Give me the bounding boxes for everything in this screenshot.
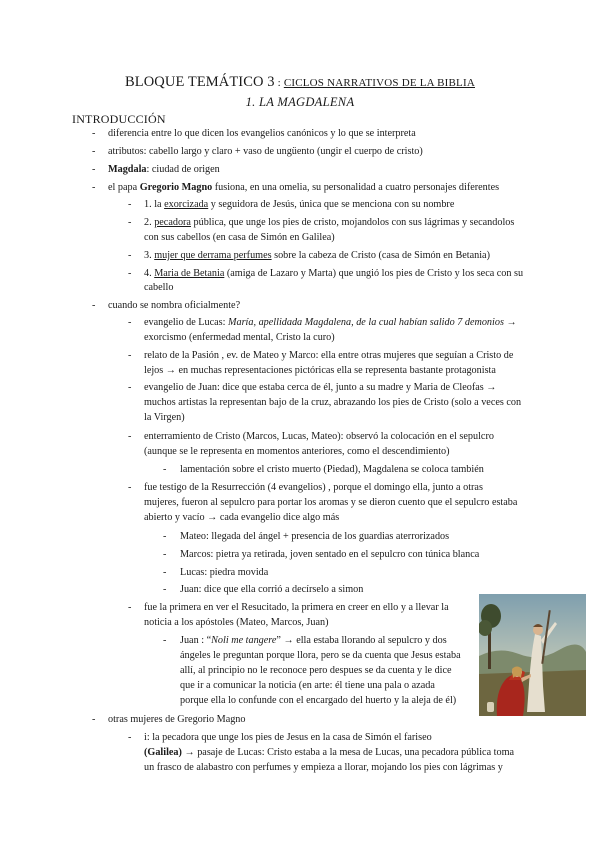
bullet-dash: -	[163, 549, 167, 560]
list-item	[144, 249, 490, 263]
bullet-dash: -	[128, 382, 132, 393]
bullet-dash: -	[128, 431, 132, 442]
text-run: : ciudad de origen	[146, 164, 220, 175]
bullet-dash: -	[163, 464, 167, 475]
bullet-dash: -	[128, 199, 132, 210]
list-item-continuation	[144, 746, 514, 760]
text-run: evangelio de Lucas:	[144, 317, 229, 328]
text-run: 2.	[144, 217, 155, 228]
bullet-dash: -	[163, 584, 167, 595]
underlined-term: exorcizada	[164, 199, 209, 210]
list-item: atributos: cabello largo y claro + vaso de ungüento (ungir el cuerpo de cristo)	[108, 146, 423, 157]
title-main: BLOQUE TEMÁTICO 3	[125, 74, 275, 90]
underlined-term: pecadora	[154, 217, 191, 228]
list-item-continuation: (aunque se le representa en momentos anteriores, como el descendimiento)	[144, 446, 450, 457]
bullet-dash: -	[92, 146, 96, 157]
bullet-dash: -	[163, 531, 167, 542]
bold-term: Gregorio Magno	[139, 182, 213, 193]
list-item	[108, 181, 499, 195]
bullet-dash: -	[92, 182, 96, 193]
text-run: 1. la	[144, 199, 165, 210]
bullet-dash: -	[92, 300, 96, 311]
text-run: (amiga de Lazaro y Marta) que ungió los pies de Cristo y los seca con su	[224, 268, 524, 279]
list-item: otras mujeres de Gregorio Magno	[108, 714, 246, 725]
list-item-continuation: abierto y vacío → cada evangelio dice algo más	[144, 512, 340, 523]
bullet-dash: -	[128, 317, 132, 328]
bullet-dash: -	[163, 567, 167, 578]
list-item: Juan: dice que ella corrió a decírselo a simon	[180, 584, 364, 595]
list-item-continuation: ángeles le preguntan porque llora, pero se da cuenta que Jesus estaba	[180, 650, 461, 661]
bullet-dash: -	[92, 164, 96, 175]
text-run: →	[503, 317, 517, 328]
list-item-continuation: allí, al principio no le reconoce pero despues se da cuenta y le dice	[180, 665, 452, 676]
title-sub: CICLOS NARRATIVOS DE LA BIBLIA	[283, 77, 475, 89]
list-item: i: la pecadora que unge los pies de Jesus en la casa de Simón el fariseo	[144, 732, 432, 743]
bullet-dash: -	[128, 482, 132, 493]
list-item	[144, 198, 454, 212]
text-run: fusiona, en una omelia, su personalidad a cuatro personajes diferentes	[212, 182, 500, 193]
text-run: 4.	[144, 268, 155, 279]
list-item	[144, 216, 514, 230]
list-item-continuation: noticia a los apóstoles (Mateo, Marcos, Juan)	[144, 617, 329, 628]
text-run: 3.	[144, 250, 155, 261]
list-item-continuation: lejos → en muchas representaciones pictóricas ella se representa bastante protagonista	[144, 365, 496, 376]
text-run: pública, que unge los pies de cristo, mojandolos con sus lágrimas y secandolos	[190, 217, 515, 228]
bullet-dash: -	[128, 602, 132, 613]
list-item: lamentación sobre el cristo muerto (Piedad), Magdalena se coloca también	[180, 464, 484, 475]
list-item: Marcos: pietra ya retirada, joven sentado en el sepulcro con túnica blanca	[180, 549, 480, 560]
list-item	[144, 316, 517, 330]
noli-me-tangere-painting	[479, 594, 586, 716]
list-item: cuando se nombra oficialmente?	[108, 300, 241, 311]
list-item: fue la primera en ver el Resucitado, la primera en creer en ello y a llevar la	[144, 602, 449, 613]
text-run: el papa	[108, 182, 140, 193]
list-item-continuation: la Virgen)	[144, 412, 185, 423]
bullet-dash: -	[128, 268, 132, 279]
list-item-continuation: muchos artistas la representan bajo de la cruz, abrazando los pies de Cristo (solo a veces con	[144, 397, 522, 408]
italic-quote: Noli me tangere	[211, 635, 277, 646]
italic-quote: María, apellidada Magdalena, de la cual habían salido 7 demonios	[228, 317, 504, 328]
list-item-continuation: con sus cabellos (en casa de Simón en Galilea)	[144, 232, 335, 243]
painting-image	[479, 594, 586, 716]
list-item-continuation: exorcismo (enfermedad mental, Cristo la curo)	[144, 332, 335, 343]
bullet-dash: -	[128, 732, 132, 743]
section-heading: INTRODUCCIÓN	[72, 112, 166, 126]
bold-term: (Galilea)	[144, 747, 182, 758]
list-item-continuation: que ir a comunicar la noticia (en arte: él tiene una pala o azada	[180, 680, 435, 691]
list-item: Lucas: piedra movida	[180, 567, 269, 578]
list-item-continuation: mujeres, fueron al sepulcro para portar los aromas y se dieron cuento que el sepulcro estaba	[144, 497, 518, 508]
bullet-dash: -	[163, 635, 167, 646]
list-item: Mateo: llegada del ángel + presencia de los guardias aterrorizados	[180, 531, 450, 542]
list-item: evangelio de Juan: dice que estaba cerca de él, junto a su madre y Maria de Cleofas →	[144, 382, 497, 393]
page-title	[0, 74, 600, 91]
list-item	[180, 634, 447, 648]
list-item: fue testigo de la Resurrección (4 evangelios) , porque el domingo ella, junto a otras	[144, 482, 483, 493]
text-run: ” → ella estaba llorando al sepulcro y dos	[276, 635, 447, 646]
list-item-continuation: un frasco de alabastro con perfumes y empieza a llorar, mojando los pies con lágrimas y	[144, 762, 503, 773]
list-item	[144, 267, 523, 281]
list-item	[108, 163, 220, 177]
title-sep: :	[274, 77, 284, 89]
list-item: enterramiento de Cristo (Marcos, Lucas, Mateo): observó la colocación en el sepulcro	[144, 431, 494, 442]
underlined-term: Maria de Betania	[154, 268, 225, 279]
bullet-dash: -	[128, 217, 132, 228]
list-item-continuation: porque ella lo confunde con el encargado del huerto y la aleja de él)	[180, 695, 457, 706]
list-item: relato de la Pasión , ev. de Mateo y Marco: ella entre otras mujeres que seguían a Cristo de	[144, 350, 514, 361]
bullet-dash: -	[128, 350, 132, 361]
bullet-dash: -	[128, 250, 132, 261]
bullet-dash: -	[92, 128, 96, 139]
text-run: y seguidora de Jesús, única que se menciona con su nombre	[208, 199, 455, 210]
text-run: Juan : “	[180, 635, 212, 646]
section-subtitle: 1. LA MAGDALENA	[245, 95, 355, 109]
list-item-continuation: cabello	[144, 282, 174, 293]
text-run: → pasaje de Lucas: Cristo estaba a la mesa de Lucas, una pecadora pública toma	[181, 747, 515, 758]
underlined-term: mujer que derrama perfumes	[154, 250, 272, 261]
bullet-dash: -	[92, 714, 96, 725]
text-run: sobre la cabeza de Cristo (casa de Simón en Betania)	[271, 250, 490, 261]
list-item: diferencia entre lo que dicen los evangelios canónicos y lo que se interpreta	[108, 128, 416, 139]
bold-term: Magdala	[108, 164, 147, 175]
